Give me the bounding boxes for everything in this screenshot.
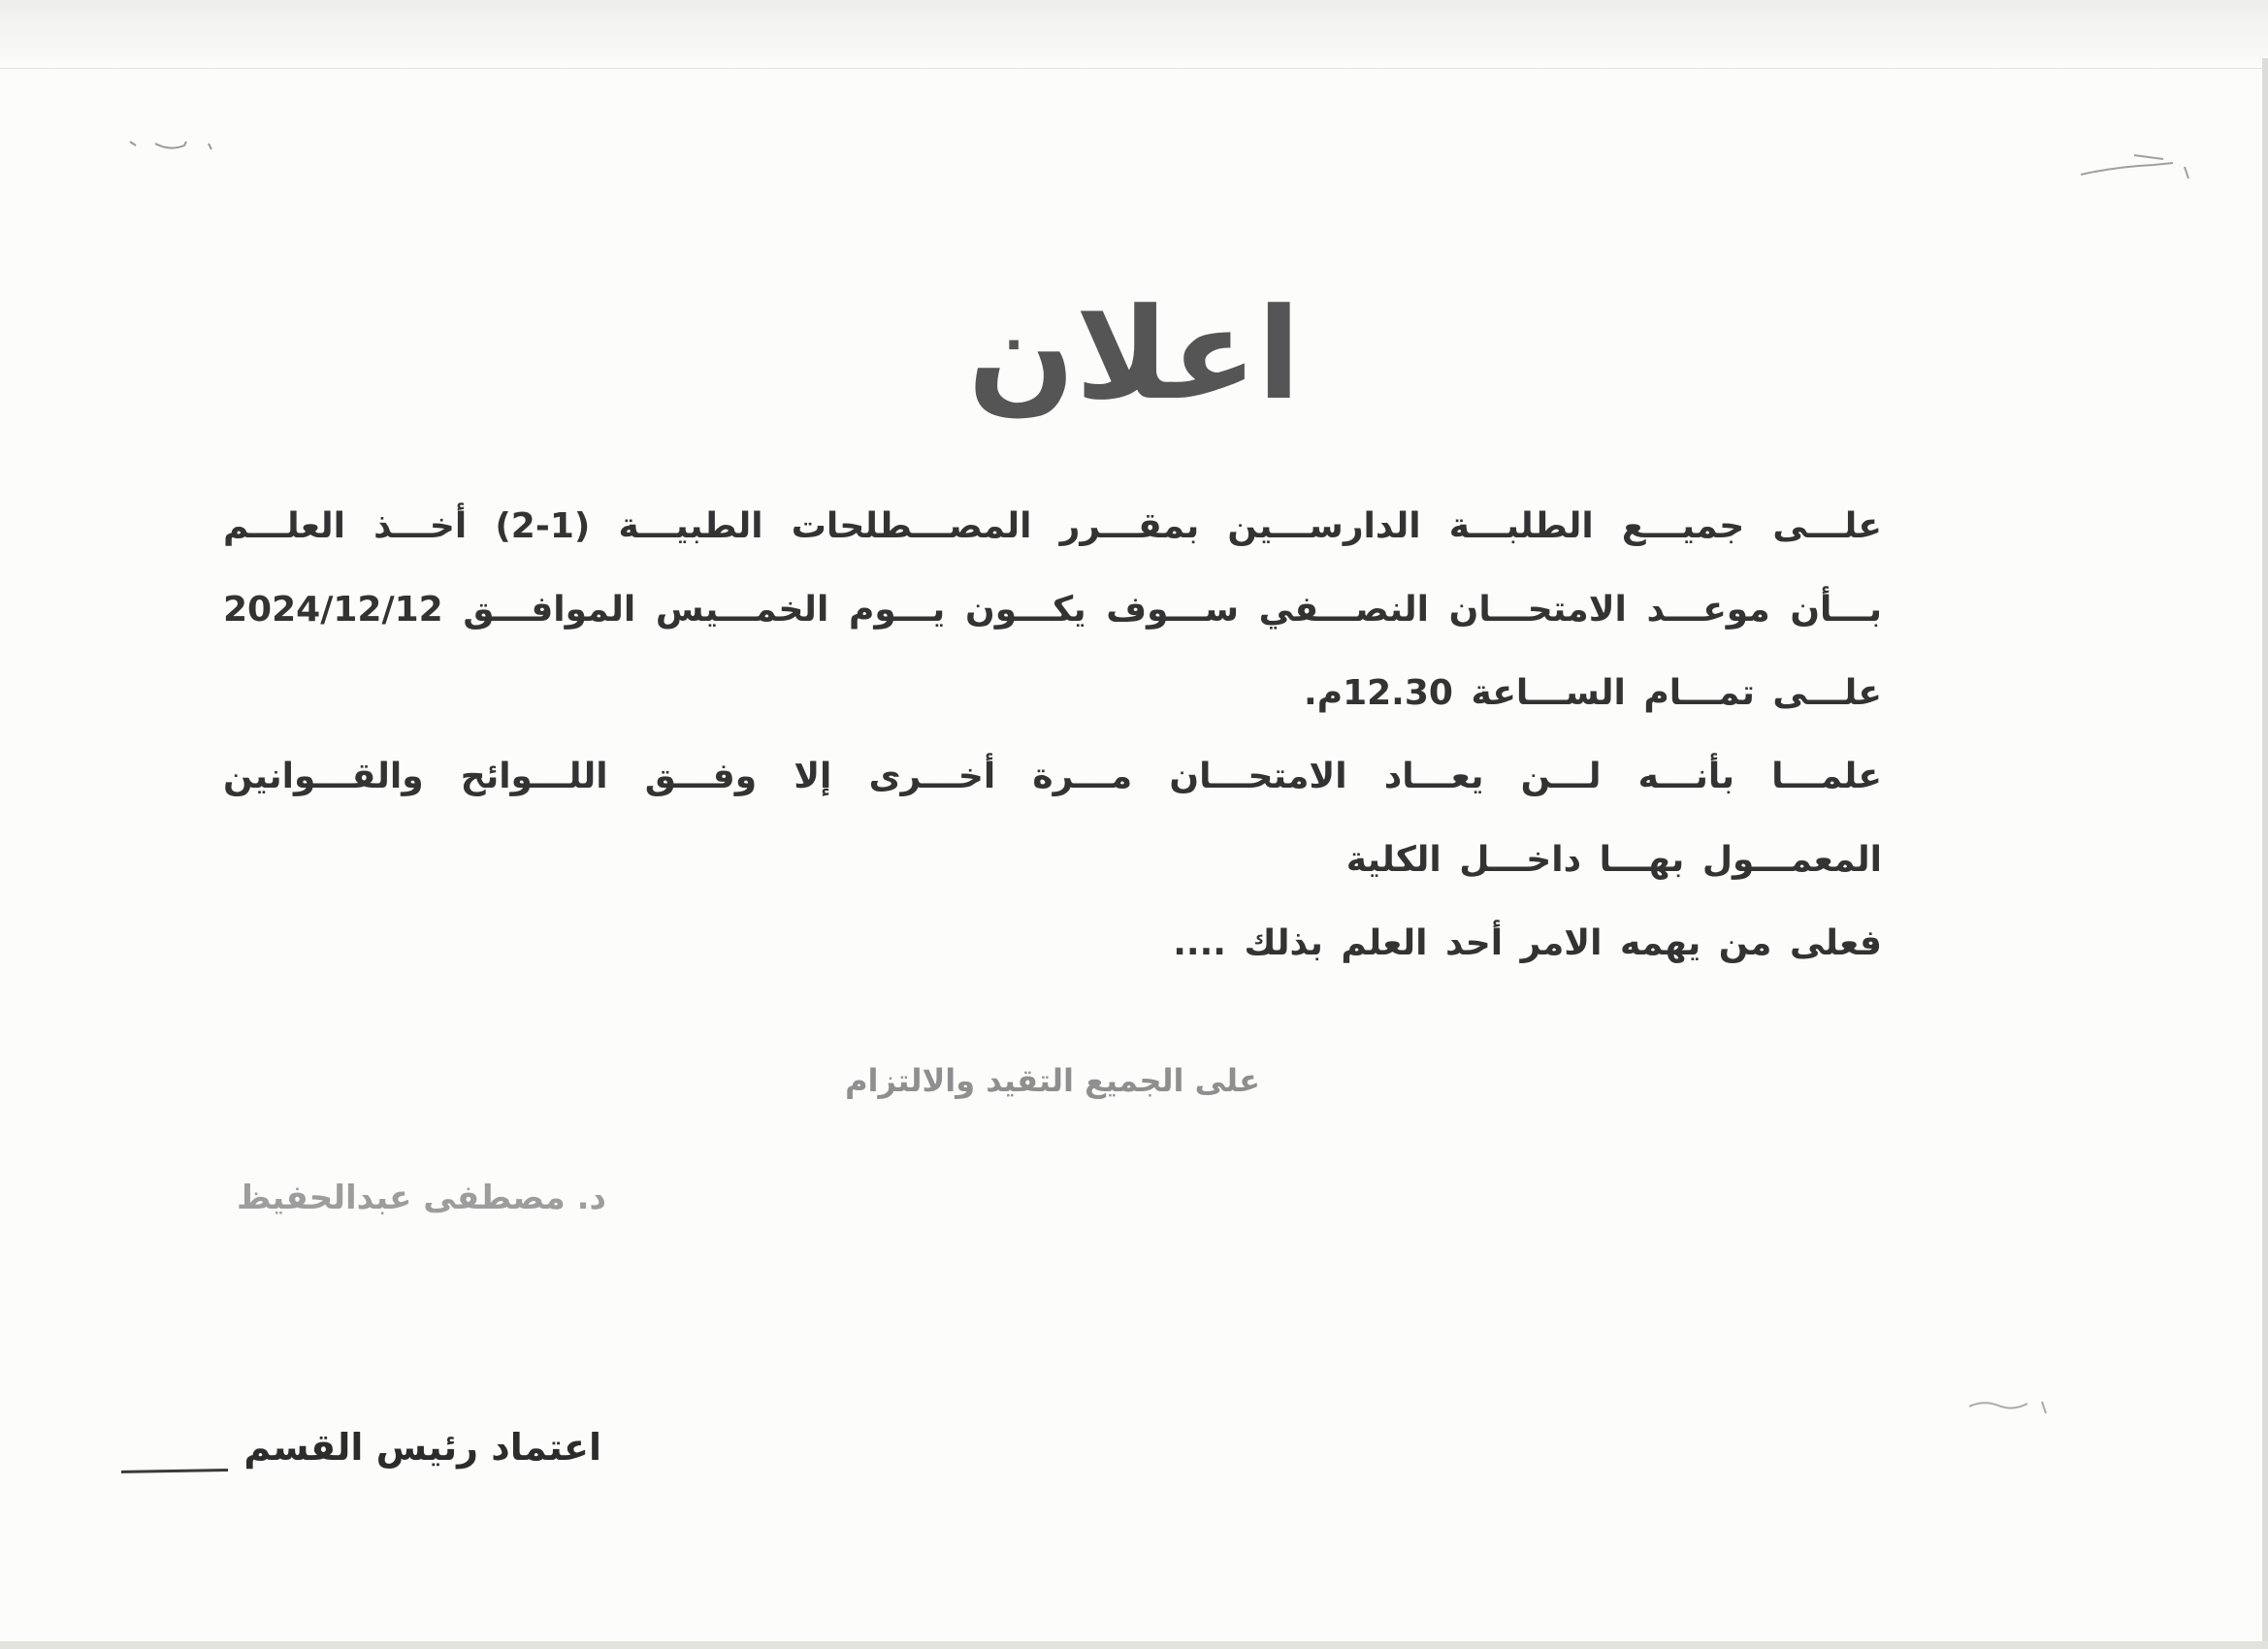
- signer-name: د. مصطفى عبدالحفيظ: [236, 1179, 606, 1217]
- scan-top-band: [0, 0, 2268, 69]
- announcement-title: اعلان: [967, 280, 1301, 428]
- scan-speck-mark: [1964, 1392, 2061, 1421]
- paragraph-notice: فعلى من يهمه الامر أحد العلم بذلك ....: [1173, 923, 1882, 963]
- paragraph-exam-date: علـــى جميـــع الطلبـــة الدارســـين بمقـــرر المصـــطلحات الطبيـــة (1-2) أخـــذ العلـــم بـــأن موعـــد الامتحـــان النصـــفي ســـوف يكـــون يـــوم الخمـــيس الموافـــق 2024/12/12 علـــى تمـــام الســـاعة 12.30م.: [223, 506, 1883, 713]
- paragraph-regulations: علمـــا بأنـــه لـــن يعـــاد الامتحـــان مـــرة أخـــرى إلا وفـــق اللـــوائح والقـــوانين المعمـــول بهـــا داخـــل الكلية: [223, 757, 1882, 880]
- scan-bottom-edge: [0, 1641, 2268, 1649]
- scan-speck-mark: [126, 134, 223, 153]
- department-head-approval: اعتماد رئيس القسم: [243, 1426, 601, 1469]
- announcement-body: [223, 485, 1882, 986]
- closing-line: على الجميع التقيد والالتزام: [845, 1062, 1260, 1099]
- scan-speck-mark: [2076, 146, 2192, 184]
- signature-line: [121, 1469, 228, 1473]
